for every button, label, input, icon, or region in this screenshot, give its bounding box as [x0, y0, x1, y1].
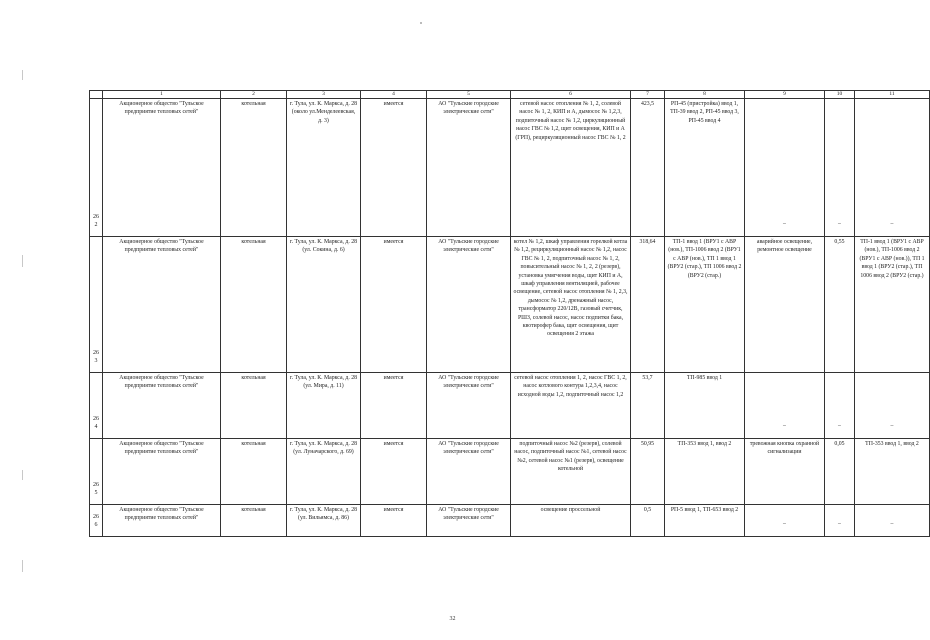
type-cell: котельная: [221, 505, 287, 537]
power-cell: 53,7: [631, 373, 665, 439]
backup-sources-cell: ТП-353 ввод 1, ввод 2: [855, 439, 930, 505]
power-cell: 318,64: [631, 237, 665, 373]
header-cell: 3: [287, 91, 361, 99]
equipment-cell: сетевой насос отопления № 1, 2, солевой насос № 1, 2, КИП и А, дымосос № 1,2,3, подпиточный насос № 1,2, циркуляционный насос ГВС № 1,2, щит освещения, КИП и А (ГРП), рециркуляционный насос ГВС № 1, 2: [511, 99, 631, 237]
page-edge-mark: [22, 70, 23, 80]
sources-cell: ТП-985 ввод 1: [665, 373, 745, 439]
power-cell: 423,5: [631, 99, 665, 237]
row-number: 266: [90, 505, 103, 537]
type-cell: котельная: [221, 237, 287, 373]
status-cell: имеется: [361, 237, 427, 373]
supplier-cell: АО "Тульские городские электрические сети": [427, 439, 511, 505]
table-row: [90, 99, 930, 237]
supplier-cell: АО "Тульские городские электрические сети": [427, 237, 511, 373]
equipment-cell: котел № 1,2, шкаф управления горелкой котла № 1,2, рециркуляционный насос № 1,2, насос ГВС № 1, 2, подпиточный насос № 1, 2, повысительный насос № 1, 2, 2 (резерв), установка умягчения воды, щит КИП и А, шкаф управления вентиляцией, рабочее освещение, сетевой насос отопления № 1, 2,3, дымосос № 1,2, дренажный насос, трансформатор 220/12В, газовый счетчик, РШЗ, солевой насос, насос подпитки бака, квотирофер бака, щит освещения, щит освещения 2 этажа: [511, 237, 631, 373]
equipment-cell: освещение проссельной: [511, 505, 631, 537]
backup-cell: –: [745, 99, 825, 237]
equipment-cell: подпиточный насос №2 (резерв), солевой насос, подпиточный насос №1, сетевой насос №2, сетевой насос №1 (резерв), освещение котельной: [511, 439, 631, 505]
sources-cell: РП-45 (пристройка) ввод 1, ТП-39 ввод 2, РП-45 ввод 3, РП-45 ввод 4: [665, 99, 745, 237]
sources-cell: ТП-353 ввод 1, ввод 2: [665, 439, 745, 505]
table-row: [90, 373, 930, 439]
address-cell: г. Тула, ул. К. Маркса, д. 28 (ул. Луначарского, д. 69): [287, 439, 361, 505]
backup-power-cell: –: [825, 505, 855, 537]
table-row: [90, 439, 930, 505]
header-cell: 10: [825, 91, 855, 99]
sources-cell: РП-5 ввод 1, ТП-653 ввод 2: [665, 505, 745, 537]
row-number: 263: [90, 237, 103, 373]
backup-sources-cell: ТП-1 ввод 1 (ВРУ1 с АВР (нов.), ТП-1006 ввод 2 (ВРУ1 с АВР (нов.)), ТП 1 ввод 1 (ВРУ2 (стар.), ТП 1006 ввод 2 (ВРУ2 (стар.): [855, 237, 930, 373]
address-cell: г. Тула, ул. К. Маркса, д. 28 (ул. Мира, д. 11): [287, 373, 361, 439]
status-cell: имеется: [361, 373, 427, 439]
header-cell: 11: [855, 91, 930, 99]
backup-cell: –: [745, 373, 825, 439]
row-number: 264: [90, 373, 103, 439]
owner-cell: Акционерное общество "Тульское предприятие тепловых сетей": [103, 237, 221, 373]
owner-cell: Акционерное общество "Тульское предприятие тепловых сетей": [103, 505, 221, 537]
status-cell: имеется: [361, 505, 427, 537]
address-cell: г. Тула, ул. К. Маркса, д. 28 (около ул.Менделеевская, д. 3): [287, 99, 361, 237]
power-cell: 0,5: [631, 505, 665, 537]
sources-cell: ТП-1 ввод 1 (ВРУ1 с АВР (нов.), ТП-1006 ввод 2 (ВРУ1 с АВР (нов.), ТП 1 ввод 1 (ВРУ2 (стар.), ТП 1006 ввод 2 (ВРУ2 (стар.): [665, 237, 745, 373]
registry-table: [89, 90, 930, 537]
backup-power-cell: 0,05: [825, 439, 855, 505]
header-cell: 4: [361, 91, 427, 99]
address-cell: г. Тула, ул. К. Маркса, д. 28 (ул. Сокина, д. 6): [287, 237, 361, 373]
owner-cell: Акционерное общество "Тульское предприятие тепловых сетей": [103, 99, 221, 237]
row-number: 262: [90, 99, 103, 237]
supplier-cell: АО "Тульские городские электрические сети": [427, 505, 511, 537]
header-row: [90, 91, 930, 99]
scan-dot: [420, 22, 422, 24]
backup-power-cell: –: [825, 373, 855, 439]
power-cell: 50,95: [631, 439, 665, 505]
type-cell: котельная: [221, 439, 287, 505]
owner-cell: Акционерное общество "Тульское предприятие тепловых сетей": [103, 439, 221, 505]
status-cell: имеется: [361, 439, 427, 505]
backup-sources-cell: –: [855, 505, 930, 537]
table-row: [90, 505, 930, 537]
header-cell: 7: [631, 91, 665, 99]
header-cell: 9: [745, 91, 825, 99]
row-number: 265: [90, 439, 103, 505]
header-cell: 2: [221, 91, 287, 99]
backup-sources-cell: –: [855, 373, 930, 439]
owner-cell: Акционерное общество "Тульское предприятие тепловых сетей": [103, 373, 221, 439]
header-cell: 1: [103, 91, 221, 99]
backup-cell: тревожная кнопка охранной сигнализации: [745, 439, 825, 505]
page-edge-mark: [22, 470, 23, 480]
page-edge-mark: [22, 560, 23, 572]
backup-sources-cell: –: [855, 99, 930, 237]
header-cell: 6: [511, 91, 631, 99]
backup-power-cell: –: [825, 99, 855, 237]
backup-power-cell: 0,55: [825, 237, 855, 373]
status-cell: имеется: [361, 99, 427, 237]
type-cell: котельная: [221, 99, 287, 237]
table-row: [90, 237, 930, 373]
address-cell: г. Тула, ул. К. Маркса, д. 28 (ул. Вильямса, д. 86): [287, 505, 361, 537]
header-cell-num: [90, 91, 103, 99]
backup-cell: –: [745, 505, 825, 537]
header-cell: 8: [665, 91, 745, 99]
header-cell: 5: [427, 91, 511, 99]
supplier-cell: АО "Тульские городские электрические сети": [427, 99, 511, 237]
type-cell: котельная: [221, 373, 287, 439]
equipment-cell: сетевой насос отопления 1, 2, насос ГВС 1, 2, насос котлового контура 1,2,3,4, насос исходной воды 1,2, подпиточный насос 1,2: [511, 373, 631, 439]
page-number: 32: [449, 616, 456, 622]
backup-cell: аварийное освещение, ремонтное освещение: [745, 237, 825, 373]
page-edge-mark: [22, 255, 23, 267]
supplier-cell: АО "Тульские городские электрические сети": [427, 373, 511, 439]
